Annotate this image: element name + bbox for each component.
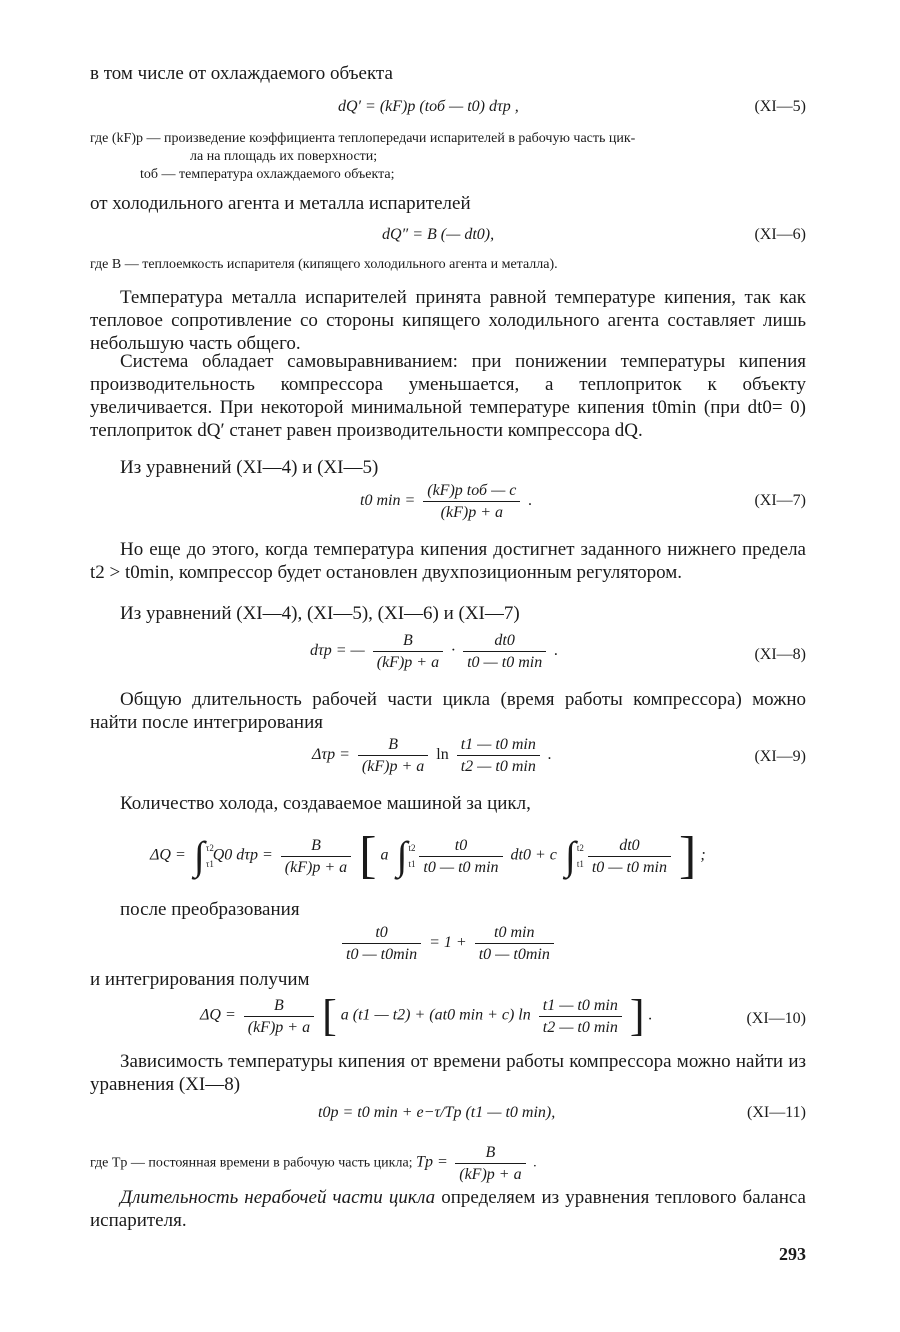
equation-xi-5: dQ′ = (kF)р (tоб — t0) dτр ,: [338, 98, 519, 115]
eq-transform-den-1: t0 — t0min: [346, 946, 418, 963]
note-xi-6: где B — теплоемкость испарителя (кипящего холодильного агента и металла).: [90, 257, 558, 272]
eq-xi-8-num-1: B: [373, 630, 443, 652]
note-xi-11-den: (kF)р + a: [459, 1166, 522, 1183]
note-xi-5-line2: ла на площадь их поверхности;: [190, 149, 378, 164]
intro-line: в том числе от охлаждаемого объекта: [90, 63, 393, 84]
eq-xi-7-tail: .: [528, 492, 533, 510]
eq-cold-lhs: ΔQ =: [150, 846, 186, 864]
eq-xi-9-fraction-1: [358, 734, 428, 777]
xi-10-left-bracket: [: [322, 991, 337, 1040]
paragraph-7: Количество холода, создаваемое машиной за цикл,: [120, 793, 531, 814]
eq-transform-fraction-2: [475, 922, 554, 965]
note-xi-11-text: где Tр — постоянная времени в рабочую часть цикла;: [90, 1155, 413, 1171]
after-transform-line: после преобразования: [120, 899, 300, 920]
equation-transform: [338, 922, 558, 965]
eq-xi-10-num-1: B: [244, 995, 314, 1017]
eq-xi-10-num-2: t1 — t0 min: [539, 995, 622, 1017]
eq-xi-9-ln: ln: [436, 746, 449, 764]
eq-cold-num-3: dt0: [588, 835, 671, 857]
xi-10-right-bracket: ]: [629, 991, 645, 1040]
equation-number-xi-5: (XI—5): [754, 98, 806, 115]
equation-xi-7: [360, 480, 532, 523]
eq-cold-mid: dt0 + c: [510, 846, 557, 864]
eq-cold-a: a: [380, 846, 389, 864]
eq-xi-9-num-1: B: [358, 734, 428, 756]
paragraph-9: [90, 1186, 806, 1232]
eq-cold-den-1: (kF)р + a: [284, 858, 348, 876]
eq-xi-9-den-1: (kF)р + a: [361, 758, 425, 775]
paragraph-4: Но еще до этого, когда температура кипения достигнет заданного нижнего предела t2 > t0min, компрессор будет остановлен двухпозиционным регулятором.: [90, 539, 806, 583]
eq-xi-10-fraction-2: [539, 995, 622, 1038]
integral-1-upper: τ2: [205, 843, 214, 853]
eq-cold-fraction-2: [419, 835, 502, 878]
eq-cold-tail: ;: [700, 846, 706, 864]
equation-number-xi-11: (XI—11): [747, 1104, 806, 1121]
right-bracket: ]: [678, 827, 697, 884]
eq-xi-8-tail: .: [554, 642, 559, 660]
eq-cold-num-1: B: [281, 835, 351, 857]
eq-xi-10-fraction-1: [244, 995, 314, 1038]
equation-xi-11: t0р = t0 min + e−τ/Tр (t1 — t0 min),: [318, 1104, 556, 1121]
note-xi-11-lhs: Tр =: [416, 1153, 448, 1171]
equation-xi-6: dQ″ = B (— dt0),: [382, 226, 495, 243]
equation-number-xi-7: (XI—7): [754, 492, 806, 509]
equation-number-xi-6: (XI—6): [754, 226, 806, 243]
paragraph-3: Из уравнений (XI—4) и (XI—5): [120, 457, 379, 478]
eq-xi-8-den-2: t0 — t0 min: [467, 654, 543, 671]
integral-3-upper: t2: [576, 843, 584, 853]
integral-3-lower: t1: [576, 859, 584, 869]
eq-xi-7-denominator: (kF)р + a: [440, 504, 503, 521]
note-xi-11-num: B: [455, 1142, 525, 1164]
equation-xi-8: [310, 630, 558, 673]
eq-xi-7-numerator: (kF)р tоб — c: [423, 480, 520, 502]
integral-1-sign: ∫ τ2 τ1: [194, 836, 205, 876]
equation-cold-quantity: [150, 827, 706, 884]
eq-xi-9-den-2: t2 — t0 min: [460, 758, 536, 775]
eq-xi-8-mid: ·: [451, 642, 456, 660]
eq-cold-den-3: t0 — t0 min: [591, 858, 667, 876]
paragraph-9-rest: определяем из уравнения теплового баланса испарителя.: [90, 1187, 806, 1231]
eq-xi-10-body: a (t1 — t2) + (at0 min + c) ln: [340, 1006, 531, 1024]
equation-number-xi-10: (XI—10): [746, 1010, 806, 1027]
eq-xi-8-lhs: dτр = —: [310, 642, 365, 660]
refrigerant-line: от холодильного агента и металла испарителей: [90, 193, 471, 214]
integral-2-sign: ∫ t2 t1: [396, 836, 407, 876]
eq-transform-fraction-1: [342, 922, 421, 965]
integral-1-lower: τ1: [205, 859, 214, 869]
eq-xi-9-tail: .: [547, 746, 552, 764]
eq-xi-7-fraction: [423, 480, 520, 523]
equation-number-xi-8: (XI—8): [754, 646, 806, 663]
eq-xi-8-fraction-2: [463, 630, 546, 673]
eq-transform-num-1: t0: [342, 922, 421, 944]
eq-cold-integrand: Q0 dτр =: [212, 846, 273, 864]
eq-cold-num-2: t0: [419, 835, 502, 857]
note-xi-5-line1: где (kF)р — произведение коэффициента теплопередачи испарителей в рабочую часть цик-: [90, 131, 636, 146]
eq-xi-8-num-2: dt0: [463, 630, 546, 652]
integral-3-sign: ∫ t2 t1: [565, 836, 576, 876]
equation-xi-9: [312, 734, 552, 777]
paragraph-1: Температура металла испарителей принята равной температуре кипения, так как тепловое сопротивление со стороны кипящего холодильного агента составляет лишь небольшую часть общего.: [90, 287, 806, 354]
eq-xi-10-tail: .: [648, 1006, 653, 1024]
integration-line: и интегрирования получим: [90, 969, 310, 990]
eq-xi-10-den-2: t2 — t0 min: [542, 1018, 618, 1036]
note-xi-11-tail: .: [533, 1155, 537, 1171]
eq-cold-fraction-3: [588, 835, 671, 878]
paragraph-8: Зависимость температуры кипения от времени работы компрессора можно найти из уравнения (XI—8): [90, 1051, 806, 1095]
integral-2-upper: t2: [408, 843, 416, 853]
note-xi-11: [90, 1142, 537, 1185]
eq-xi-9-num-2: t1 — t0 min: [457, 734, 540, 756]
paragraph-6: Общую длительность рабочей части цикла (время работы компрессора) можно найти после интегрирования: [90, 689, 806, 733]
equation-xi-10: [200, 990, 653, 1042]
eq-xi-9-fraction-2: [457, 734, 540, 777]
eq-cold-den-2: t0 — t0 min: [423, 858, 499, 876]
left-bracket: [: [359, 827, 377, 884]
eq-transform-num-2: t0 min: [475, 922, 554, 944]
eq-transform-den-2: t0 — t0min: [478, 946, 550, 963]
paragraph-9-italic: Длительность нерабочей части цикла: [120, 1187, 436, 1208]
eq-xi-7-lhs: t0 min =: [360, 492, 416, 510]
integral-2-lower: t1: [408, 859, 416, 869]
equation-number-xi-9: (XI—9): [754, 748, 806, 765]
note-xi-5-line3: tоб — температура охлаждаемого объекта;: [140, 167, 395, 182]
eq-cold-fraction-1: [281, 835, 351, 878]
eq-xi-8-den-1: (kF)р + a: [376, 654, 440, 671]
page-number: 293: [779, 1244, 806, 1264]
note-xi-11-fraction: [455, 1142, 525, 1185]
eq-xi-10-den-1: (kF)р + a: [247, 1018, 311, 1036]
eq-xi-9-lhs: Δτр =: [312, 746, 350, 764]
paragraph-2: Система обладает самовыравниванием: при понижении температуры кипения производительность компрессора уменьшается, а теплоприток к объекту увеличивается. При некоторой минимальной температуре кипения t0min (при dt0= 0) теплоприток dQ′ станет равен производительности компрессора dQ.: [90, 351, 806, 441]
eq-transform-mid: = 1 +: [429, 934, 467, 952]
paragraph-5: Из уравнений (XI—4), (XI—5), (XI—6) и (XI—7): [120, 603, 520, 624]
eq-xi-8-fraction-1: [373, 630, 443, 673]
eq-xi-10-lhs: ΔQ =: [200, 1006, 236, 1024]
